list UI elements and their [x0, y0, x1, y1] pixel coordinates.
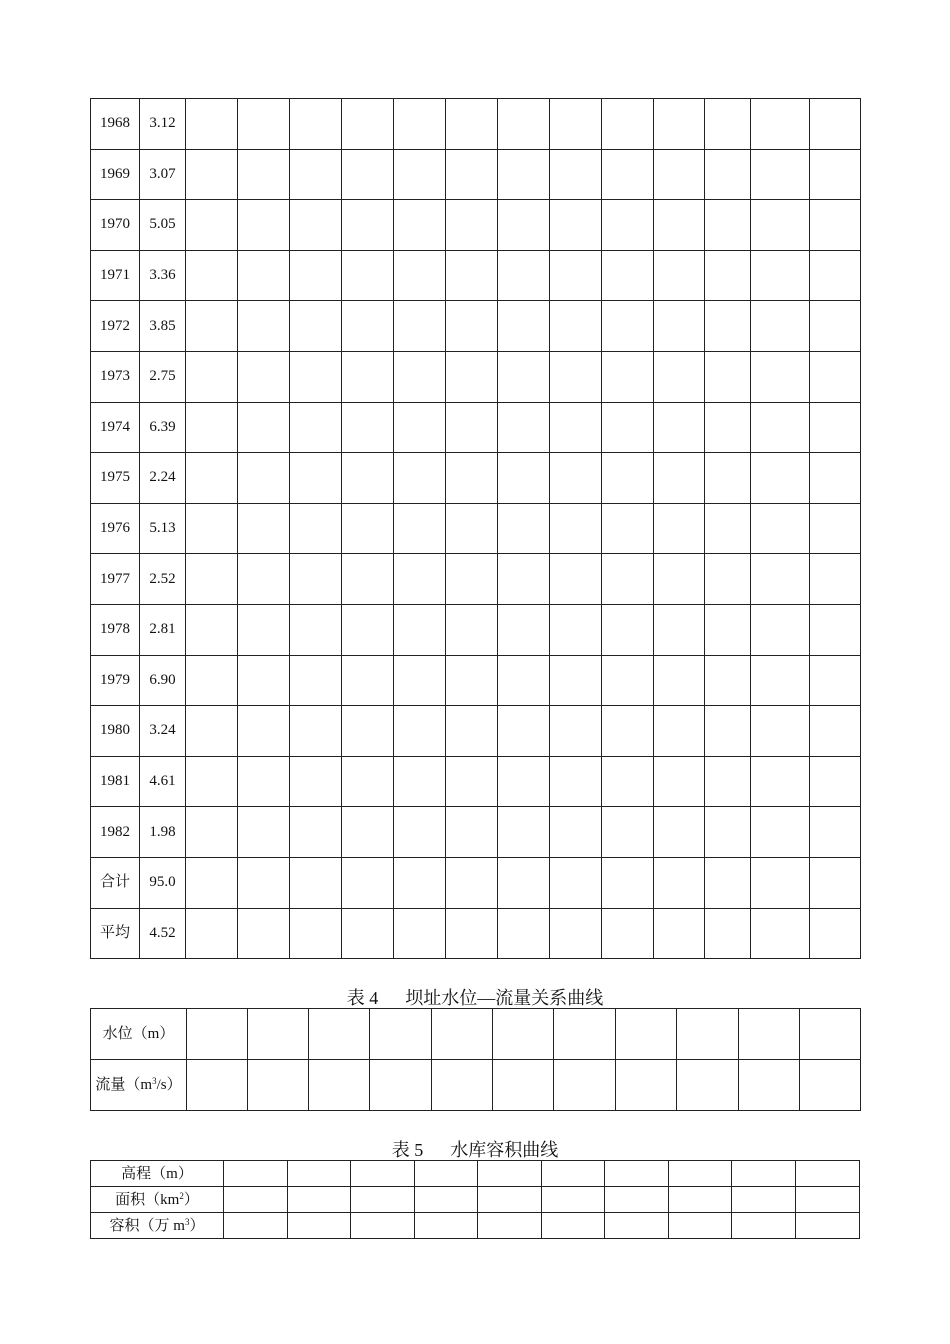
empty-cell — [751, 604, 810, 655]
value-cell: 3.12 — [140, 99, 186, 150]
empty-cell — [810, 250, 861, 301]
table-row — [91, 402, 861, 453]
empty-cell — [238, 149, 290, 200]
empty-cell — [602, 250, 654, 301]
empty-cell — [186, 250, 238, 301]
table-row — [91, 1060, 861, 1111]
row-label-area: 面积$(km^2)$ — [91, 1187, 224, 1213]
empty-cell — [446, 554, 498, 605]
empty-cell — [654, 706, 705, 757]
empty-cell — [342, 554, 394, 605]
empty-cell — [186, 655, 238, 706]
empty-cell — [550, 301, 602, 352]
empty-cell — [602, 402, 654, 453]
empty-cell — [238, 908, 290, 959]
table-row — [91, 807, 861, 858]
stage-discharge-table — [90, 1008, 861, 1111]
empty-cell — [751, 706, 810, 757]
empty-cell — [602, 453, 654, 504]
empty-cell — [550, 250, 602, 301]
empty-cell — [654, 200, 705, 251]
year-cell: 1982 — [91, 807, 140, 858]
empty-cell — [705, 604, 751, 655]
empty-cell — [186, 301, 238, 352]
empty-cell — [342, 503, 394, 554]
empty-cell — [290, 604, 342, 655]
empty-cell — [751, 402, 810, 453]
empty-cell — [751, 503, 810, 554]
year-cell: 1974 — [91, 402, 140, 453]
empty-cell — [394, 554, 446, 605]
empty-cell — [290, 453, 342, 504]
empty-cell — [446, 908, 498, 959]
empty-cell — [394, 99, 446, 150]
empty-cell — [602, 301, 654, 352]
empty-cell — [238, 604, 290, 655]
empty-cell — [394, 807, 446, 858]
empty-cell — [602, 756, 654, 807]
empty-cell — [810, 807, 861, 858]
empty-cell — [446, 250, 498, 301]
empty-cell — [810, 351, 861, 402]
year-cell: 1978 — [91, 604, 140, 655]
empty-cell — [342, 655, 394, 706]
empty-cell — [602, 200, 654, 251]
empty-cell — [654, 604, 705, 655]
value-cell: 3.36 — [140, 250, 186, 301]
empty-cell — [342, 604, 394, 655]
empty-cell — [446, 149, 498, 200]
empty-cell — [238, 756, 290, 807]
empty-cell — [498, 807, 550, 858]
empty-cell — [394, 402, 446, 453]
empty-cell — [238, 857, 290, 908]
year-cell: 1980 — [91, 706, 140, 757]
empty-cell — [238, 655, 290, 706]
empty-cell — [602, 807, 654, 858]
empty-cell — [238, 453, 290, 504]
value-cell: 4.61 — [140, 756, 186, 807]
empty-cell — [654, 301, 705, 352]
empty-cell — [498, 604, 550, 655]
empty-cell — [290, 807, 342, 858]
empty-cell — [498, 200, 550, 251]
year-cell: 1977 — [91, 554, 140, 605]
empty-cell — [290, 908, 342, 959]
empty-cell — [446, 655, 498, 706]
empty-cell — [238, 554, 290, 605]
empty-cell — [654, 250, 705, 301]
empty-cell — [654, 554, 705, 605]
empty-cell — [498, 554, 550, 605]
empty-cell — [186, 453, 238, 504]
empty-cell — [186, 351, 238, 402]
value-cell: 3.07 — [140, 149, 186, 200]
empty-cell — [550, 351, 602, 402]
empty-cell — [446, 857, 498, 908]
empty-cell — [751, 807, 810, 858]
empty-cell — [238, 503, 290, 554]
empty-cell — [394, 908, 446, 959]
empty-cell — [290, 99, 342, 150]
empty-cell — [446, 453, 498, 504]
empty-cell — [498, 908, 550, 959]
empty-cell — [290, 554, 342, 605]
year-cell: 1979 — [91, 655, 140, 706]
empty-cell — [342, 149, 394, 200]
empty-cell — [394, 453, 446, 504]
water-level-label: 水位（m） — [102, 1026, 175, 1042]
empty-cell — [446, 706, 498, 757]
empty-cell — [394, 706, 446, 757]
empty-cell — [394, 503, 446, 554]
empty-cell — [498, 453, 550, 504]
empty-cell — [810, 453, 861, 504]
empty-cell — [342, 301, 394, 352]
empty-cell — [810, 200, 861, 251]
empty-cell — [394, 250, 446, 301]
empty-cell — [498, 655, 550, 706]
value-cell: 6.39 — [140, 402, 186, 453]
table-row — [91, 301, 861, 352]
empty-cell — [810, 908, 861, 959]
empty-cell — [238, 250, 290, 301]
empty-cell — [654, 99, 705, 150]
table5-caption: 表 5 水库容积曲线 — [391, 1140, 559, 1160]
empty-cell — [290, 200, 342, 251]
value-cell: 2.75 — [140, 351, 186, 402]
empty-cell — [186, 857, 238, 908]
empty-cell — [705, 908, 751, 959]
table-row — [91, 908, 861, 959]
value-cell: 4.52 — [140, 908, 186, 959]
table-row — [91, 200, 861, 251]
empty-cell — [550, 554, 602, 605]
empty-cell — [446, 200, 498, 251]
table-row — [91, 453, 861, 504]
empty-cell — [810, 756, 861, 807]
empty-cell — [446, 604, 498, 655]
empty-cell — [446, 301, 498, 352]
empty-cell — [238, 807, 290, 858]
table-row — [91, 706, 861, 757]
empty-cell — [238, 301, 290, 352]
value-cell: 3.24 — [140, 706, 186, 757]
empty-cell — [290, 503, 342, 554]
year-cell: 1970 — [91, 200, 140, 251]
empty-cell — [705, 807, 751, 858]
value-cell: 1.98 — [140, 807, 186, 858]
empty-cell — [290, 706, 342, 757]
empty-cell — [290, 149, 342, 200]
empty-cell — [705, 351, 751, 402]
empty-cell — [186, 503, 238, 554]
empty-cell — [550, 756, 602, 807]
empty-cell — [654, 503, 705, 554]
empty-cell — [342, 908, 394, 959]
value-cell: 5.13 — [140, 503, 186, 554]
empty-cell — [446, 807, 498, 858]
empty-cell — [705, 200, 751, 251]
empty-cell — [705, 756, 751, 807]
empty-cell — [550, 908, 602, 959]
empty-cell — [498, 706, 550, 757]
empty-cell — [290, 250, 342, 301]
table-row — [91, 1213, 860, 1239]
row-label-water-level — [91, 1009, 187, 1060]
empty-cell — [290, 301, 342, 352]
row-label-discharge: 流量$(m^3/s)$ — [91, 1060, 187, 1111]
empty-cell — [446, 351, 498, 402]
year-cell: 1969 — [91, 149, 140, 200]
empty-cell — [290, 756, 342, 807]
empty-cell — [705, 301, 751, 352]
row-label-elevation: 高程（m） — [91, 1161, 224, 1187]
table4-caption: 表 4 坝址水位—流量关系曲线 — [346, 988, 604, 1008]
empty-cell — [810, 301, 861, 352]
empty-cell — [498, 756, 550, 807]
year-cell: 1972 — [91, 301, 140, 352]
empty-cell — [498, 503, 550, 554]
empty-cell — [810, 857, 861, 908]
empty-cell — [290, 351, 342, 402]
empty-cell — [290, 655, 342, 706]
empty-cell — [705, 857, 751, 908]
empty-cell — [186, 402, 238, 453]
empty-cell — [810, 503, 861, 554]
empty-cell — [751, 857, 810, 908]
empty-cell — [810, 706, 861, 757]
empty-cell — [602, 655, 654, 706]
empty-cell — [550, 706, 602, 757]
empty-cell — [394, 351, 446, 402]
empty-cell — [290, 857, 342, 908]
empty-cell — [751, 554, 810, 605]
empty-cell — [186, 756, 238, 807]
table-row — [91, 1009, 861, 1060]
empty-cell — [498, 250, 550, 301]
empty-cell — [810, 604, 861, 655]
empty-cell — [751, 250, 810, 301]
empty-cell — [446, 402, 498, 453]
table-row — [91, 604, 861, 655]
value-cell: 5.05 — [140, 200, 186, 251]
year-cell: 1981 — [91, 756, 140, 807]
empty-cell — [550, 200, 602, 251]
empty-cell — [342, 857, 394, 908]
empty-cell — [394, 857, 446, 908]
empty-cell — [394, 149, 446, 200]
year-cell: 1973 — [91, 351, 140, 402]
empty-cell — [654, 857, 705, 908]
table-row — [91, 99, 861, 150]
table-row — [91, 756, 861, 807]
empty-cell — [705, 503, 751, 554]
year-cell: 1975 — [91, 453, 140, 504]
empty-cell — [498, 301, 550, 352]
empty-cell — [602, 908, 654, 959]
table-row — [91, 1187, 860, 1213]
table-row — [91, 655, 861, 706]
table-row — [91, 351, 861, 402]
empty-cell — [654, 149, 705, 200]
empty-cell — [186, 807, 238, 858]
empty-cell — [394, 756, 446, 807]
year-cell: 平均 — [91, 908, 140, 959]
empty-cell — [602, 857, 654, 908]
empty-cell — [654, 908, 705, 959]
empty-cell — [810, 149, 861, 200]
empty-cell — [238, 200, 290, 251]
empty-cell — [602, 706, 654, 757]
year-cell: 合计 — [91, 857, 140, 908]
year-cell: 1968 — [91, 99, 140, 150]
empty-cell — [498, 857, 550, 908]
empty-cell — [186, 554, 238, 605]
empty-cell — [394, 655, 446, 706]
empty-cell — [342, 351, 394, 402]
empty-cell — [186, 99, 238, 150]
empty-cell — [342, 756, 394, 807]
empty-cell — [751, 99, 810, 150]
empty-cell — [705, 99, 751, 150]
empty-cell — [238, 351, 290, 402]
empty-cell — [342, 99, 394, 150]
empty-cell — [751, 453, 810, 504]
empty-cell — [550, 857, 602, 908]
empty-cell — [342, 706, 394, 757]
empty-cell — [550, 655, 602, 706]
runoff-table — [90, 98, 861, 959]
empty-cell — [705, 706, 751, 757]
empty-cell — [751, 908, 810, 959]
empty-cell — [186, 604, 238, 655]
empty-cell — [810, 655, 861, 706]
empty-cell — [238, 99, 290, 150]
empty-cell — [705, 250, 751, 301]
empty-cell — [394, 301, 446, 352]
empty-cell — [238, 706, 290, 757]
empty-cell — [394, 200, 446, 251]
empty-cell — [550, 604, 602, 655]
empty-cell — [751, 756, 810, 807]
table-row — [91, 554, 861, 605]
empty-cell — [654, 655, 705, 706]
empty-cell — [446, 756, 498, 807]
empty-cell — [654, 402, 705, 453]
empty-cell — [498, 149, 550, 200]
value-cell: 6.90 — [140, 655, 186, 706]
empty-cell — [602, 351, 654, 402]
empty-cell — [550, 149, 602, 200]
empty-cell — [342, 453, 394, 504]
empty-cell — [498, 351, 550, 402]
empty-cell — [654, 756, 705, 807]
empty-cell — [602, 503, 654, 554]
table-row — [91, 250, 861, 301]
empty-cell — [498, 99, 550, 150]
empty-cell — [602, 604, 654, 655]
empty-cell — [342, 807, 394, 858]
empty-cell — [550, 807, 602, 858]
empty-cell — [550, 503, 602, 554]
empty-cell — [342, 402, 394, 453]
empty-cell — [238, 402, 290, 453]
empty-cell — [602, 99, 654, 150]
table-row — [91, 149, 861, 200]
empty-cell — [810, 99, 861, 150]
empty-cell — [751, 301, 810, 352]
table-row — [91, 857, 861, 908]
empty-cell — [186, 706, 238, 757]
empty-cell — [394, 604, 446, 655]
value-cell: 2.24 — [140, 453, 186, 504]
empty-cell — [654, 453, 705, 504]
table-row — [91, 1161, 860, 1187]
year-cell: 1976 — [91, 503, 140, 554]
empty-cell — [446, 503, 498, 554]
empty-cell — [602, 149, 654, 200]
empty-cell — [550, 99, 602, 150]
value-cell: 3.85 — [140, 301, 186, 352]
value-cell: 95.0 — [140, 857, 186, 908]
value-cell: 2.81 — [140, 604, 186, 655]
empty-cell — [186, 200, 238, 251]
empty-cell — [705, 149, 751, 200]
empty-cell — [654, 351, 705, 402]
value-cell: 2.52 — [140, 554, 186, 605]
empty-cell — [705, 453, 751, 504]
empty-cell — [342, 200, 394, 251]
empty-cell — [186, 149, 238, 200]
empty-cell — [290, 402, 342, 453]
empty-cell — [550, 453, 602, 504]
empty-cell — [498, 402, 550, 453]
empty-cell — [342, 250, 394, 301]
table-row — [91, 503, 861, 554]
empty-cell — [446, 99, 498, 150]
empty-cell — [705, 655, 751, 706]
row-label-volume: 容积（万 $m^3$） — [91, 1213, 224, 1239]
empty-cell — [751, 655, 810, 706]
empty-cell — [602, 554, 654, 605]
empty-cell — [810, 402, 861, 453]
empty-cell — [810, 554, 861, 605]
empty-cell — [751, 149, 810, 200]
empty-cell — [705, 554, 751, 605]
empty-cell — [654, 807, 705, 858]
empty-cell — [705, 402, 751, 453]
empty-cell — [751, 351, 810, 402]
empty-cell — [186, 908, 238, 959]
empty-cell — [550, 402, 602, 453]
reservoir-capacity-table — [90, 1160, 860, 1239]
empty-cell — [751, 200, 810, 251]
year-cell: 1971 — [91, 250, 140, 301]
